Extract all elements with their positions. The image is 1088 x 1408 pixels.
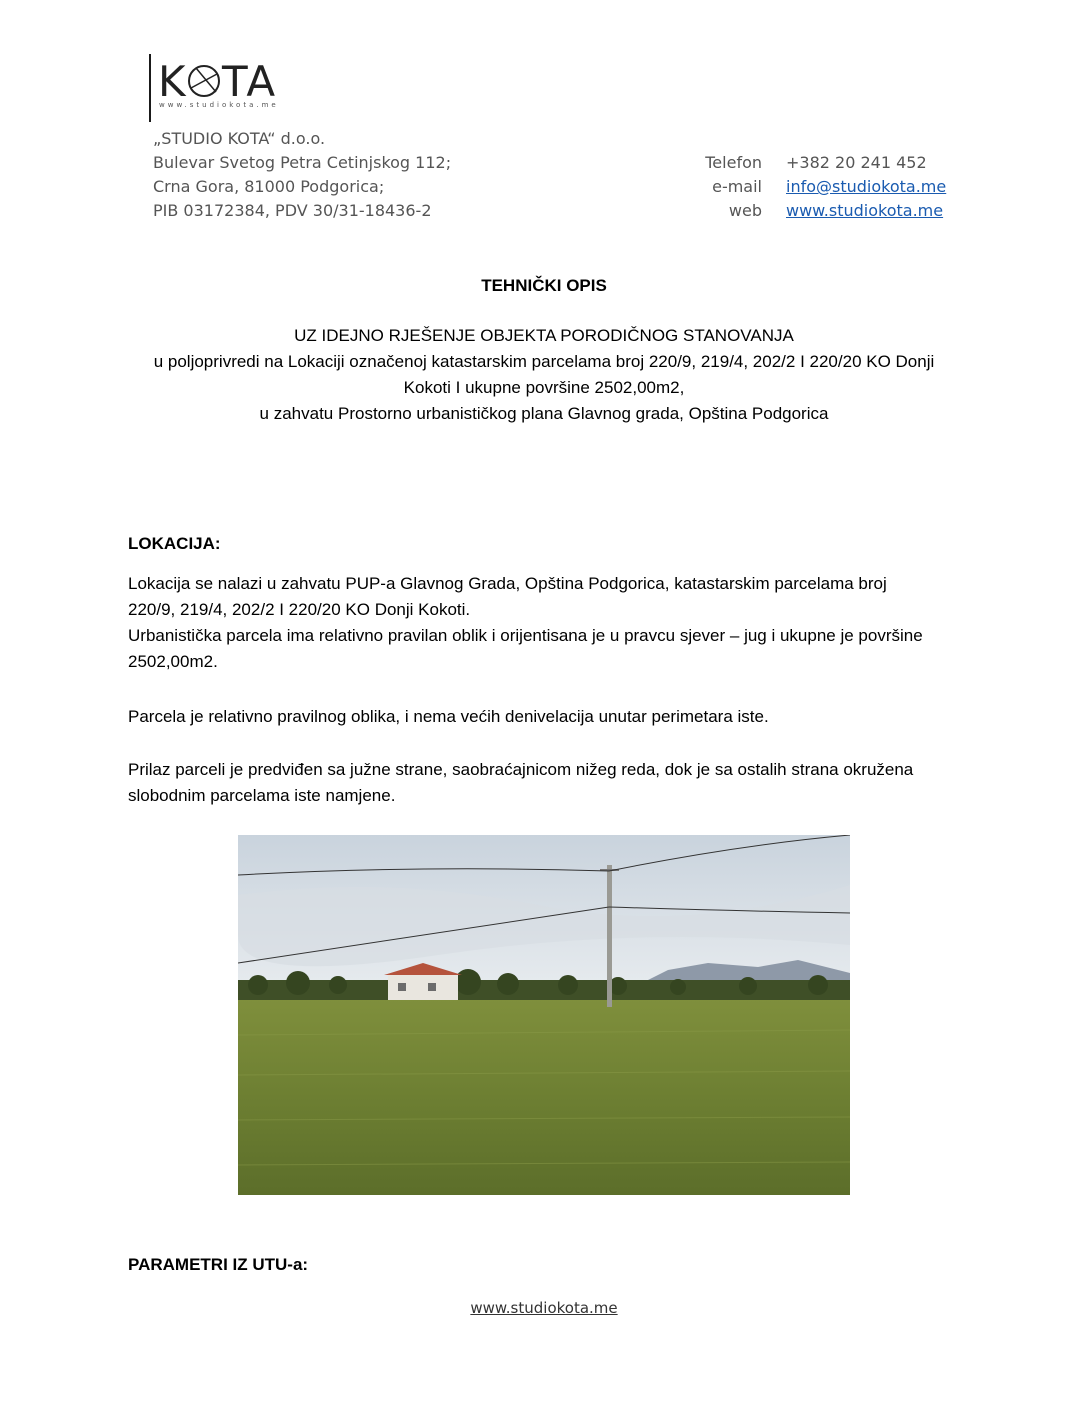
document-subtitle (130, 323, 958, 427)
logo-o-line-2 (196, 68, 216, 92)
subtitle-line: u poljoprivredi na Lokaciji označenoj katastarskim parcelama broj 220/9, 219/4, 202/2 I 220/20 KO Donji (153, 352, 935, 371)
company-name: „STUDIO KOTA“ d.o.o. (153, 129, 326, 148)
logo-mark (158, 58, 282, 102)
phone-label: Telefon (705, 153, 762, 172)
paragraph-line: 220/9, 219/4, 202/2 I 220/20 KO Donji Kokoti. (128, 600, 471, 619)
paragraph-line: Lokacija se nalazi u zahvatu PUP-a Glavnog Grada, Opština Podgorica, katastarskim parcelama broj (128, 574, 887, 593)
logo-bar (149, 54, 151, 122)
logo-letters-ta: TA (222, 58, 278, 102)
email-link[interactable]: info@studiokota.me (786, 177, 947, 196)
paragraph-line: Urbanistička parcela ima relativno pravilan oblik i orijentisana je u pravcu sjever – jug i ukupne je površine (128, 626, 923, 645)
logo-o-line (191, 74, 217, 88)
location-paragraph-3 (128, 757, 958, 809)
site-photo-illustration (238, 835, 850, 1195)
web-link[interactable]: www.studiokota.me (786, 201, 944, 220)
location-paragraph-2: Parcela je relativno pravilnog oblika, i nema većih denivelacija unutar perimetara iste. (128, 707, 769, 726)
subtitle-line: u zahvatu Prostorno urbanističkog plana Glavnog grada, Opština Podgorica (259, 404, 829, 423)
web-label: web (728, 201, 762, 220)
subtitle-line: UZ IDEJNO RJEŠENJE OBJEKTA PORODIČNOG STANOVANJA (294, 326, 794, 345)
company-address: Bulevar Svetog Petra Cetinjskog 112; (153, 153, 452, 172)
paragraph-line: 2502,00m2. (128, 652, 218, 671)
company-city: Crna Gora, 81000 Podgorica; (153, 177, 385, 196)
contact-values (786, 151, 946, 223)
phone-value: +382 20 241 452 (786, 153, 927, 172)
site-photo (238, 835, 850, 1195)
email-label: e-mail (712, 177, 762, 196)
section-heading-parameters: PARAMETRI IZ UTU-a: (128, 1255, 309, 1274)
paragraph-line: Prilaz parceli je predviđen sa južne strane, saobraćajnicom nižeg reda, dok je sa ostalih strana okružena (128, 760, 914, 779)
field (238, 1000, 850, 1195)
logo-letter-k: K (158, 58, 188, 102)
section-heading-location: LOKACIJA: (128, 534, 221, 553)
location-paragraph-1 (128, 571, 958, 675)
logo-subtext: www.studiokota.me (159, 101, 279, 109)
footer-url[interactable]: www.studiokota.me (470, 1299, 618, 1317)
paragraph-line: slobodnim parcelama iste namjene. (128, 786, 396, 805)
company-tax-id: PIB 03172384, PDV 30/31-18436-2 (153, 201, 432, 220)
document-title: TEHNIČKI OPIS (481, 276, 607, 295)
company-info (153, 127, 451, 223)
contact-labels (690, 151, 762, 223)
subtitle-line: Kokoti I ukupne površine 2502,00m2, (403, 378, 685, 397)
